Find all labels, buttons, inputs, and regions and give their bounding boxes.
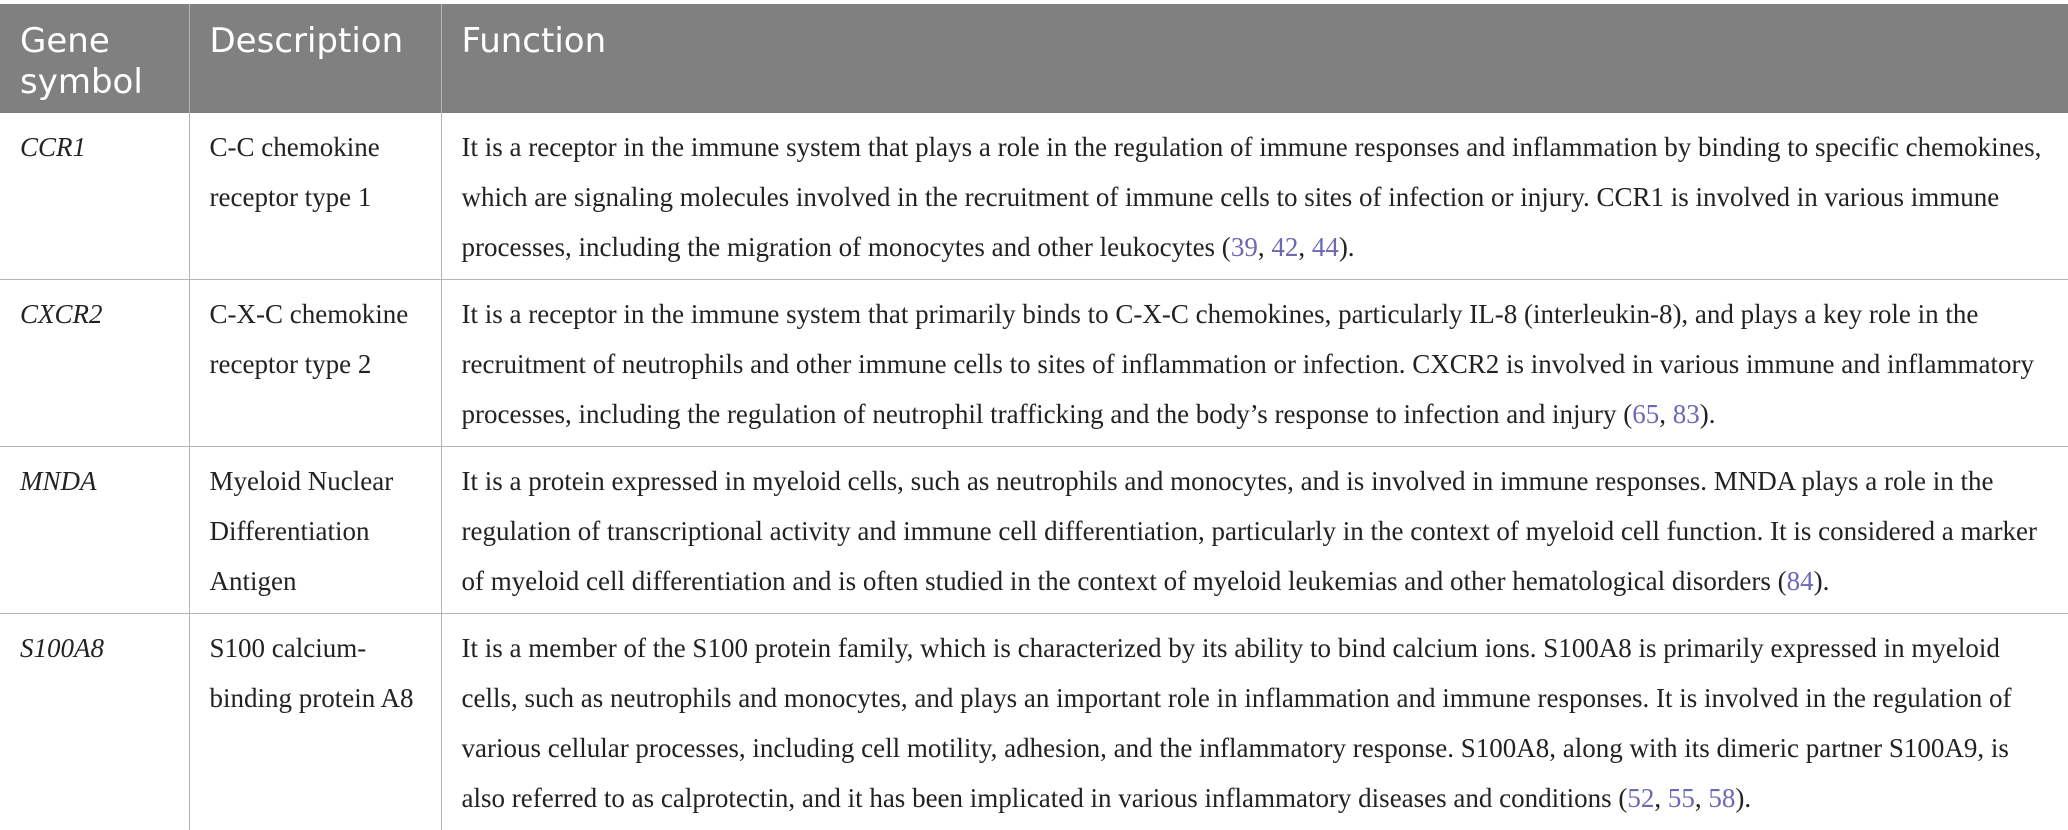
reference-link[interactable]: 42	[1271, 232, 1298, 262]
function-end: ).	[1735, 783, 1751, 813]
table-row	[0, 113, 2068, 280]
description-cell: C-C chemokine receptor type 1	[189, 113, 441, 280]
description-cell: C-X-C chemokine receptor type 2	[189, 280, 441, 447]
reference-link[interactable]: 65	[1632, 399, 1659, 429]
function-text: It is a protein expressed in myeloid cells, such as neutrophils and monocytes, and is involved in immune responses. MNDA plays a role in the regulation of transcriptional activity and immune cell differentiation, particularly in the context of myeloid cell function. It is considered a marker of myeloid cell differentiation and is often studied in the context of myeloid leukemias and other hematological disorders (	[462, 466, 2037, 596]
function-cell: It is a receptor in the immune system that primarily binds to C-X-C chemokines, particularly IL-8 (interleukin-8), and plays a key role in the recruitment of neutrophils and other immune cells to sites of inflammation or infection. CXCR2 is involved in various immune and inflammatory processes, including the regulation of neutrophil trafficking and the body’s response to infection and injury (65, 83).	[441, 280, 2068, 447]
header-function: Function	[441, 4, 2068, 113]
function-end: ).	[1339, 232, 1355, 262]
table-row	[0, 614, 2068, 830]
gene-symbol-cell: CXCR2	[0, 280, 189, 447]
reference-link[interactable]: 55	[1668, 783, 1695, 813]
gene-symbol-cell: S100A8	[0, 614, 189, 830]
function-end: ).	[1814, 566, 1830, 596]
function-cell: It is a member of the S100 protein family, which is characterized by its ability to bind calcium ions. S100A8 is primarily expressed in myeloid cells, such as neutrophils and monocytes, and plays an important role in inflammation and immune responses. It is involved in the regulation of various cellular processes, including cell motility, adhesion, and the inflammatory response. S100A8, along with its dimeric partner S100A9, is also referred to as calprotectin, and it has been implicated in various inflammatory diseases and conditions (52, 55, 58).	[441, 614, 2068, 830]
function-end: ).	[1700, 399, 1716, 429]
description-cell: Myeloid Nuclear Differentiation Antigen	[189, 447, 441, 614]
gene-symbol-cell: MNDA	[0, 447, 189, 614]
gene-symbol-cell: CCR1	[0, 113, 189, 280]
description-cell: S100 calcium-binding protein A8	[189, 614, 441, 830]
gene-function-table	[0, 4, 2068, 830]
function-text: It is a receptor in the immune system that plays a role in the regulation of immune responses and inflammation by binding to specific chemokines, which are signaling molecules involved in the recruitment of immune cells to sites of infection or injury. CCR1 is involved in various immune processes, including the migration of monocytes and other leukocytes (	[462, 132, 2042, 262]
function-text: It is a member of the S100 protein family, which is characterized by its ability to bind calcium ions. S100A8 is primarily expressed in myeloid cells, such as neutrophils and monocytes, and plays an important role in inflammation and immune responses. It is involved in the regulation of various cellular processes, including cell motility, adhesion, and the inflammatory response. S100A8, along with its dimeric partner S100A9, is also referred to as calprotectin, and it has been implicated in various inflammatory diseases and conditions (	[462, 633, 2012, 813]
header-row	[0, 4, 2068, 113]
function-cell: It is a receptor in the immune system that plays a role in the regulation of immune responses and inflammation by binding to specific chemokines, which are signaling molecules involved in the recruitment of immune cells to sites of infection or injury. CCR1 is involved in various immune processes, including the migration of monocytes and other leukocytes (39, 42, 44).	[441, 113, 2068, 280]
reference-link[interactable]: 39	[1231, 232, 1258, 262]
table-row	[0, 447, 2068, 614]
header-description: Description	[189, 4, 441, 113]
table-row	[0, 280, 2068, 447]
header-gene-symbol: Gene symbol	[0, 4, 189, 113]
reference-link[interactable]: 52	[1627, 783, 1654, 813]
reference-link[interactable]: 58	[1708, 783, 1735, 813]
reference-link[interactable]: 44	[1312, 232, 1339, 262]
reference-link[interactable]: 84	[1787, 566, 1814, 596]
function-cell	[441, 447, 2068, 614]
function-text: It is a receptor in the immune system that primarily binds to C-X-C chemokines, particularly IL-8 (interleukin-8), and plays a key role in the recruitment of neutrophils and other immune cells to sites of inflammation or infection. CXCR2 is involved in various immune and inflammatory processes, including the regulation of neutrophil trafficking and the body’s response to infection and injury (	[462, 299, 2034, 429]
reference-link[interactable]: 83	[1673, 399, 1700, 429]
